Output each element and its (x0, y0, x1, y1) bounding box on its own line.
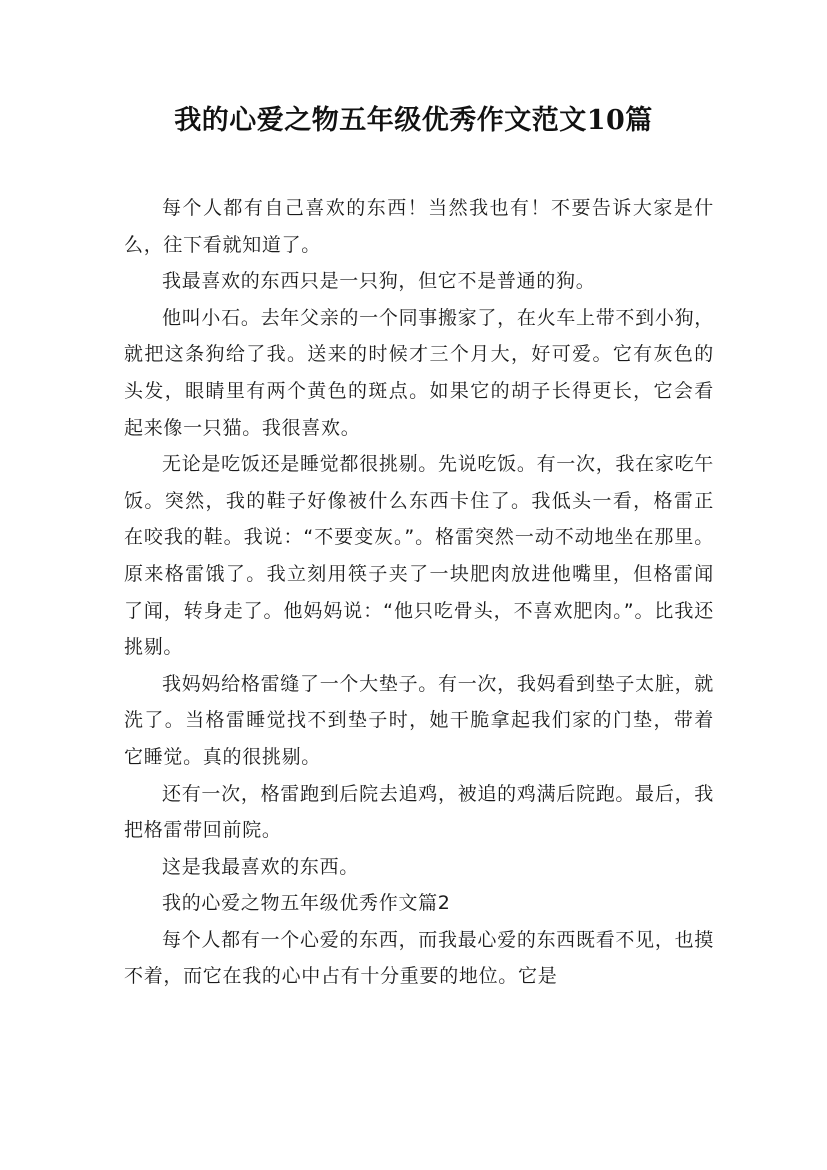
document-body (124, 190, 714, 995)
paragraph: 还有一次，格雷跑到后院去追鸡，被追的鸡满后院跑。最后，我把格雷带回前院。 (124, 782, 714, 842)
paragraph: 无论是吃饭还是睡觉都很挑剔。先说吃饭。有一次，我在家吃午饭。突然，我的鞋子好像被什么东西卡住了。我低头一看，格雷正在咬我的鞋。我说：“不要变灰。”。格雷突然一动不动地坐在那里。原来格雷饿了。我立刻用筷子夹了一块肥肉放进他嘴里，但格雷闻了闻，转身走了。他妈妈说：“他只吃骨头，不喜欢肥肉。”。比我还挑剔。 (124, 453, 714, 659)
paragraph: 每个人都有自己喜欢的东西！当然我也有！不要告诉大家是什么，往下看就知道了。 (124, 197, 714, 256)
paragraph: 他叫小石。去年父亲的一个同事搬家了，在火车上带不到小狗，就把这条狗给了我。送来的时候才三个月大，好可爱。它有灰色的头发，眼睛里有两个黄色的斑点。如果它的胡子长得更长，它会看起来像一只猫。我很喜欢。 (124, 306, 714, 439)
paragraph: 这是我最喜欢的东西。 (162, 855, 360, 878)
section-heading: 我的心爱之物五年级优秀作文篇2 (162, 892, 451, 915)
paragraph: 我最喜欢的东西只是一只狗，但它不是普通的狗。 (162, 270, 596, 293)
document-title: 我的心爱之物五年级优秀作文范文10篇 (174, 105, 653, 136)
paragraph: 每个人都有一个心爱的东西，而我最心爱的东西既看不见，也摸不着，而它在我的心中占有十分重要的地位。它是 (124, 928, 714, 988)
paragraph: 我妈妈给格雷缝了一个大垫子。有一次，我妈看到垫子太脏，就洗了。当格雷睡觉找不到垫子时，她干脆拿起我们家的门垫，带着它睡觉。真的很挑剔。 (124, 672, 714, 768)
